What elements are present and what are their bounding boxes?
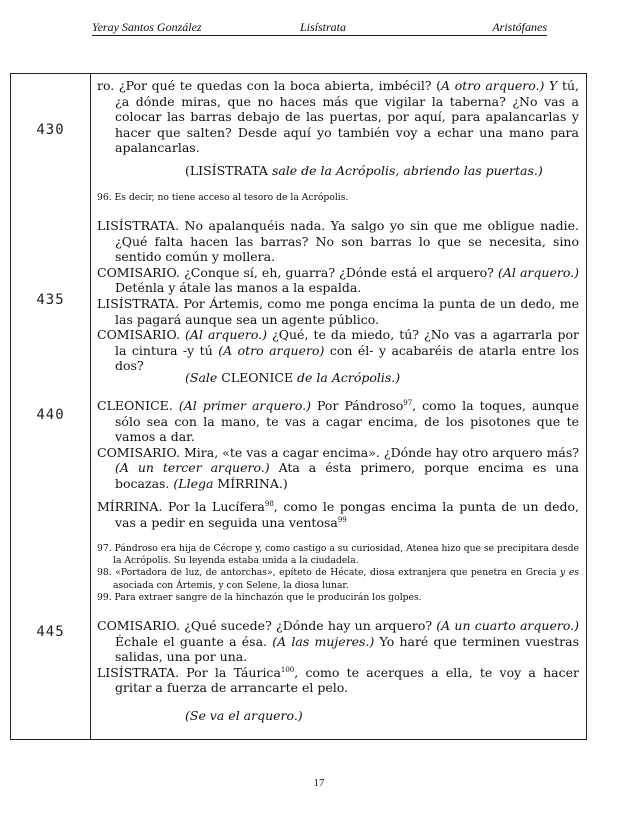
text-frame: [10, 73, 587, 740]
dialogue-block-3: [97, 499, 579, 530]
dialogue-block-2: [97, 398, 579, 492]
header-title: Lisístrata: [300, 20, 347, 34]
speech-mirrina: MÍRRINA. Por la Lucífera$^{98}$, como le pongas encima la punta de un dedo, vas a pedir en seguida una ventosa$^{99}$: [97, 499, 580, 530]
stage-direction: (Se va el arquero.): [185, 708, 303, 723]
speech-comisario: COMISARIO. ¿Qué sucede? ¿Dónde hay un arquero? (A un cuarto arquero.) Échale el guante a ésa. (A las mujeres.) Yo haré que terminen vuestras salidas, una por una.: [97, 618, 580, 665]
line-number-column: [11, 74, 91, 739]
line-number-435: 435: [36, 292, 65, 308]
header-author: Yeray Santos González: [92, 20, 202, 34]
line-number-440: 440: [36, 407, 65, 423]
line-number-445: 445: [36, 624, 65, 640]
line-number-430: 430: [36, 122, 65, 138]
speech-lisistrata: LISÍSTRATA. No apalanquéis nada. Ya salgo yo sin que me obligue nadie. ¿Qué falta hacen las barras? No son barras lo que se necesita, sino sentido común y mollera.: [97, 218, 579, 265]
dialogue-block-1: [97, 218, 579, 374]
speech-lisistrata: LISÍSTRATA. Por la Táurica$^{100}$, como te acerques a ella, te voy a hacer gritar a fuerza de arrancarte el pelo.: [97, 664, 579, 696]
speech-comisario: COMISARIO. ¿Conque sí, eh, guarra? ¿Dónde está el arquero? (Al arquero.) Deténla y átale las manos a la espalda.: [97, 264, 579, 296]
running-header: [92, 17, 547, 36]
footnote-97: 97. Pándroso era hija de Cécrope y, como castigo a su curiosidad, Atenea hizo que se precipitara desde la Acrópolis. Su leyenda estaba unida a la ciudadela.: [97, 543, 579, 567]
footnotes-97-99: [97, 543, 579, 604]
page-number: 17: [313, 777, 325, 789]
speech-continuation: ro. ¿Por qué te quedas con la boca abierta, imbécil? (A otro arquero.) Y tú, ¿a dónde miras, que no haces más que vigilar la taberna? ¿No vas a colocar las barras debajo de las puertas, por aquí, para apalancarlas y hacer que salten? Desde aquí yo también voy a echar una mano para apalancarlas.: [97, 78, 579, 156]
dialogue-block-4: [97, 618, 579, 696]
footnote-99: 99. Para extraer sangre de la hinchazón que le producirán los golpes.: [97, 591, 422, 603]
footnote-98: 98. «Portadora de luz, de antorchas», epíteto de Hécate, diosa extranjera que penetra en Grecia y es asociada con Ártemis, y con Selene, la diosa lunar.: [97, 567, 580, 591]
stage-direction: (LISÍSTRATA sale de la Acrópolis, abriendo las puertas.): [185, 163, 543, 178]
speech-comisario: COMISARIO. (Al arquero.) ¿Qué, te da miedo, tú? ¿No vas a agarrarla por la cintura -y tú (A otro arquero) con él- y acabaréis de atarla entre los dos?: [97, 327, 580, 374]
stage-direction: (Sale CLEONICE de la Acrópolis.): [185, 370, 401, 385]
speech-lisistrata: LISÍSTRATA. Por Ártemis, como me ponga encima la punta de un dedo, me las pagará aunque sea un agente público.: [97, 295, 579, 327]
speech-comisario: COMISARIO. Mira, «te vas a cagar encima». ¿Dónde hay otro arquero más? (A un tercer arquero.) Ata a ésta primero, porque encima es una bocazas. (Llega MÍRRINA.): [97, 444, 579, 491]
footnote-96: 96. Es decir, no tiene acceso al tesoro de la Acrópolis.: [97, 192, 349, 203]
speech-cleonice: CLEONICE. (Al primer arquero.) Por Pándroso$^{97}$, como la toques, aunque sólo sea con la mano, te vas a cagar encima, de los pisotones que te vamos a dar.: [97, 398, 579, 445]
header-source: Aristófanes: [492, 20, 547, 34]
